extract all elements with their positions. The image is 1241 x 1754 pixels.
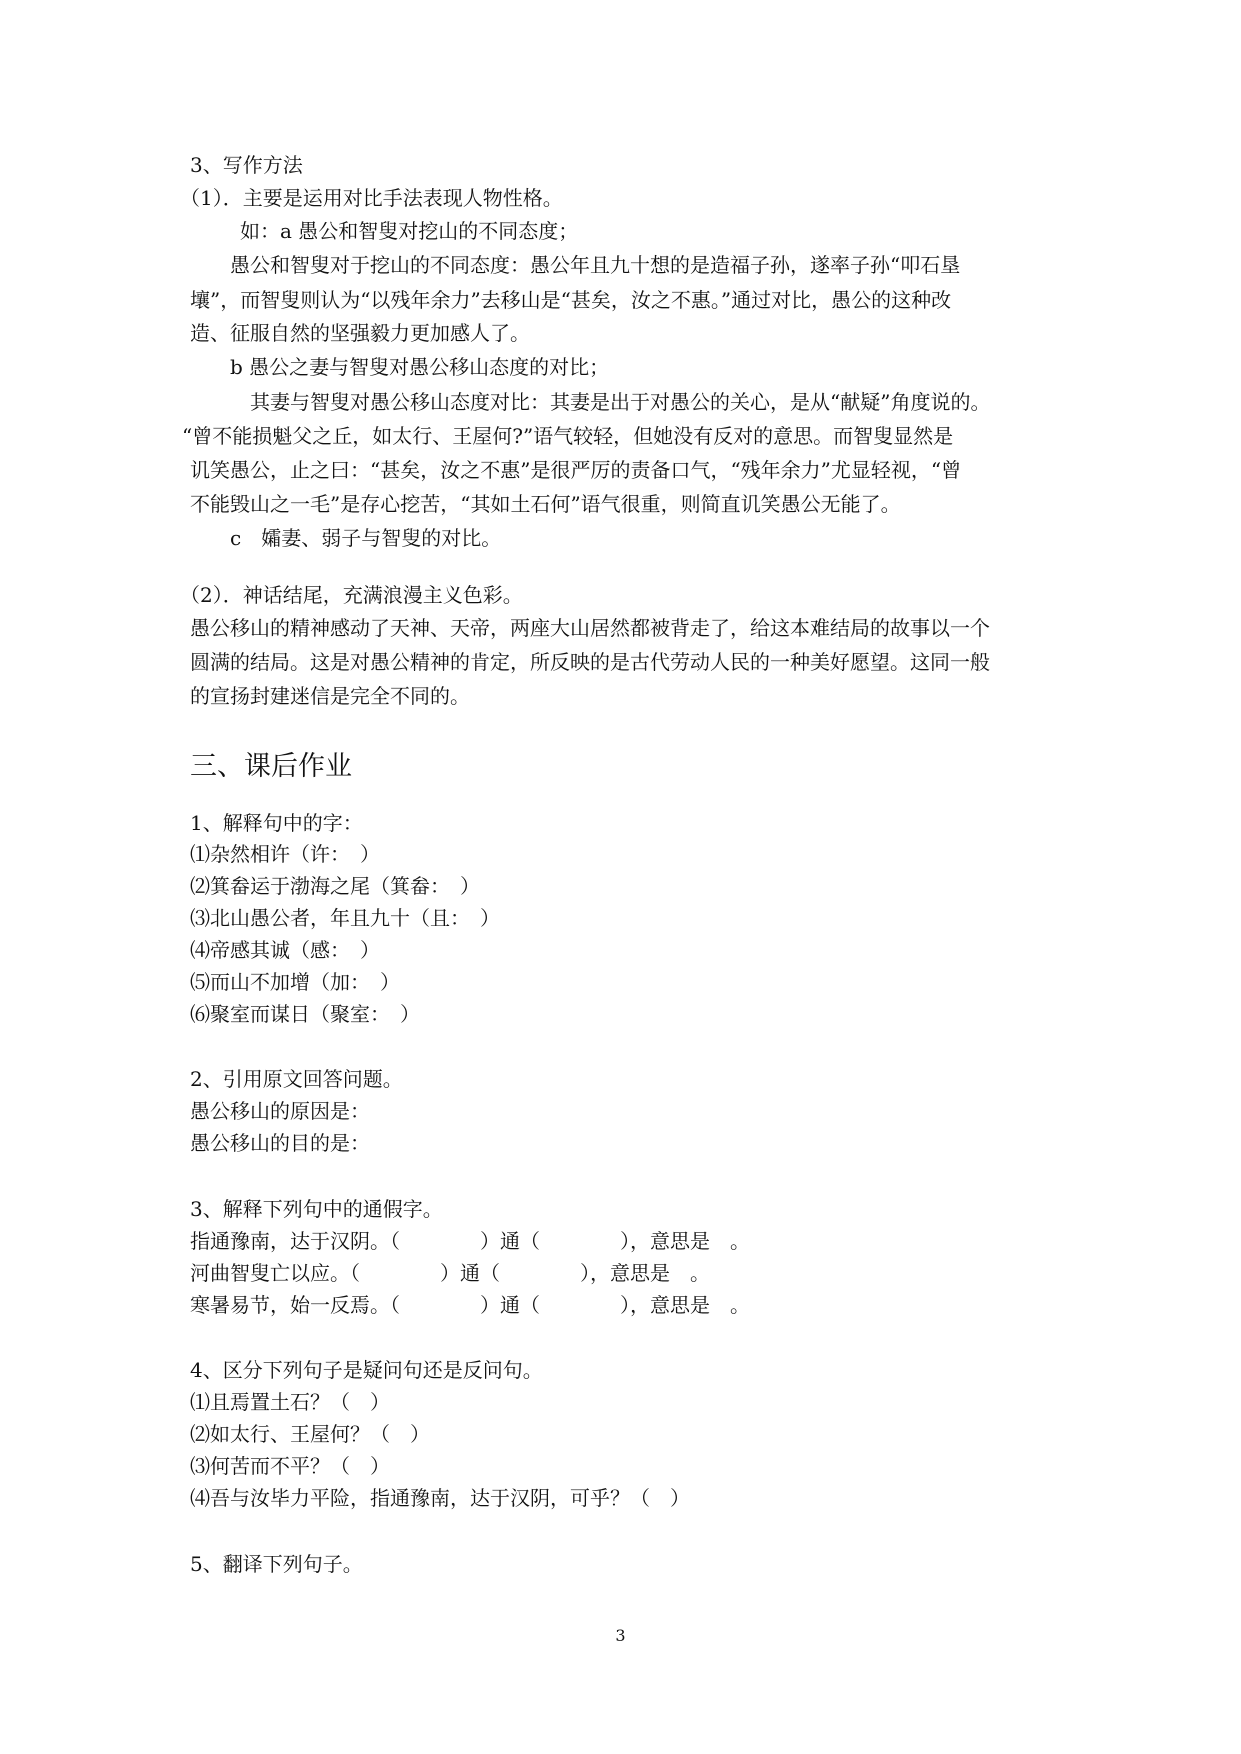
- question-3-item: 河曲智叟亡以应。（ ）通（ ），意思是 。: [190, 1261, 710, 1285]
- paragraph-b-line: 讥笑愚公，止之曰：“甚矣，汝之不惠”是很严厉的责备口气，“残年余力”尤显轻视，“曾: [190, 458, 962, 482]
- question-3-item: 指通豫南，达于汉阴。（ ）通（ ），意思是 。: [190, 1229, 750, 1253]
- question-3-item: 寒暑易节，始一反焉。（ ）通（ ），意思是 。: [190, 1293, 750, 1317]
- question-2-item: 愚公移山的原因是：: [190, 1099, 370, 1123]
- question-1-item: ⑹聚室而谋日（聚室： ）: [190, 1002, 420, 1026]
- question-1-item: ⑸而山不加增（加： ）: [190, 970, 400, 994]
- paragraph-b-line: 其妻与智叟对愚公移山态度对比：其妻是出于对愚公的关心，是从“献疑”角度说的。: [250, 390, 991, 414]
- question-1-item: ⑶北山愚公者，年且九十（且： ）: [190, 906, 500, 930]
- question-4-item: ⑷吾与汝毕力平险，指通豫南，达于汉阴，可乎？（ ）: [190, 1486, 690, 1510]
- paragraph-b-line: 不能毁山之一毛”是存心挖苦，“其如土石何”语气很重，则简直讥笑愚公无能了。: [190, 492, 901, 516]
- paragraph-2-line: 愚公移山的精神感动了天神、天帝，两座大山居然都被背走了，给这本难结局的故事以一个: [190, 616, 990, 640]
- homework-heading: 三、课后作业: [190, 751, 352, 782]
- question-4-title: 4、区分下列句子是疑问句还是反问句。: [190, 1358, 543, 1382]
- question-5-title: 5、翻译下列句子。: [190, 1552, 363, 1576]
- paragraph-2-line: 圆满的结局。这是对愚公精神的肯定，所反映的是古代劳动人民的一种美好愿望。这同一般: [190, 650, 990, 674]
- question-3-title: 3、解释下列句中的通假字。: [190, 1197, 443, 1221]
- point-1-heading: （1）．主要是运用对比手法表现人物性格。: [180, 186, 563, 210]
- question-4-item: ⑵如太行、王屋何？（ ）: [190, 1422, 430, 1446]
- paragraph-2-line: 的宣扬封建迷信是完全不同的。: [190, 684, 470, 708]
- paragraph-a-line: 愚公和智叟对于挖山的不同态度：愚公年且九十想的是造福子孙，遂率子孙“叩石垦: [230, 253, 961, 277]
- section-title: 3、写作方法: [190, 153, 303, 177]
- question-1-title: 1、解释句中的字：: [190, 811, 363, 835]
- question-1-item: ⑷帝感其诚（感： ）: [190, 938, 380, 962]
- page-number: 3: [615, 1626, 626, 1645]
- question-2-item: 愚公移山的目的是：: [190, 1131, 370, 1155]
- question-1-item: ⑴杂然相许（许： ）: [190, 842, 380, 866]
- item-a: 如：a 愚公和智叟对挖山的不同态度；: [240, 219, 579, 243]
- question-2-title: 2、引用原文回答问题。: [190, 1067, 403, 1091]
- item-b: b 愚公之妻与智叟对愚公移山态度的对比；: [230, 355, 610, 379]
- question-4-item: ⑶何苦而不平？（ ）: [190, 1454, 390, 1478]
- item-c: c 孀妻、弱子与智叟的对比。: [230, 526, 502, 550]
- paragraph-b-line: “曾不能损魁父之丘，如太行、王屋何?”语气较轻，但她没有反对的意思。而智叟显然是: [182, 424, 954, 448]
- paragraph-a-line: 造、征服自然的坚强毅力更加感人了。: [190, 321, 530, 345]
- paragraph-a-line: 壤”，而智叟则认为“以残年余力”去移山是“甚矣，汝之不惠。”通过对比，愚公的这种改: [190, 288, 952, 312]
- question-1-item: ⑵箕畚运于渤海之尾（箕畚： ）: [190, 874, 480, 898]
- question-4-item: ⑴且焉置土石？（ ）: [190, 1390, 390, 1414]
- point-2-heading: （2）．神话结尾，充满浪漫主义色彩。: [180, 583, 523, 607]
